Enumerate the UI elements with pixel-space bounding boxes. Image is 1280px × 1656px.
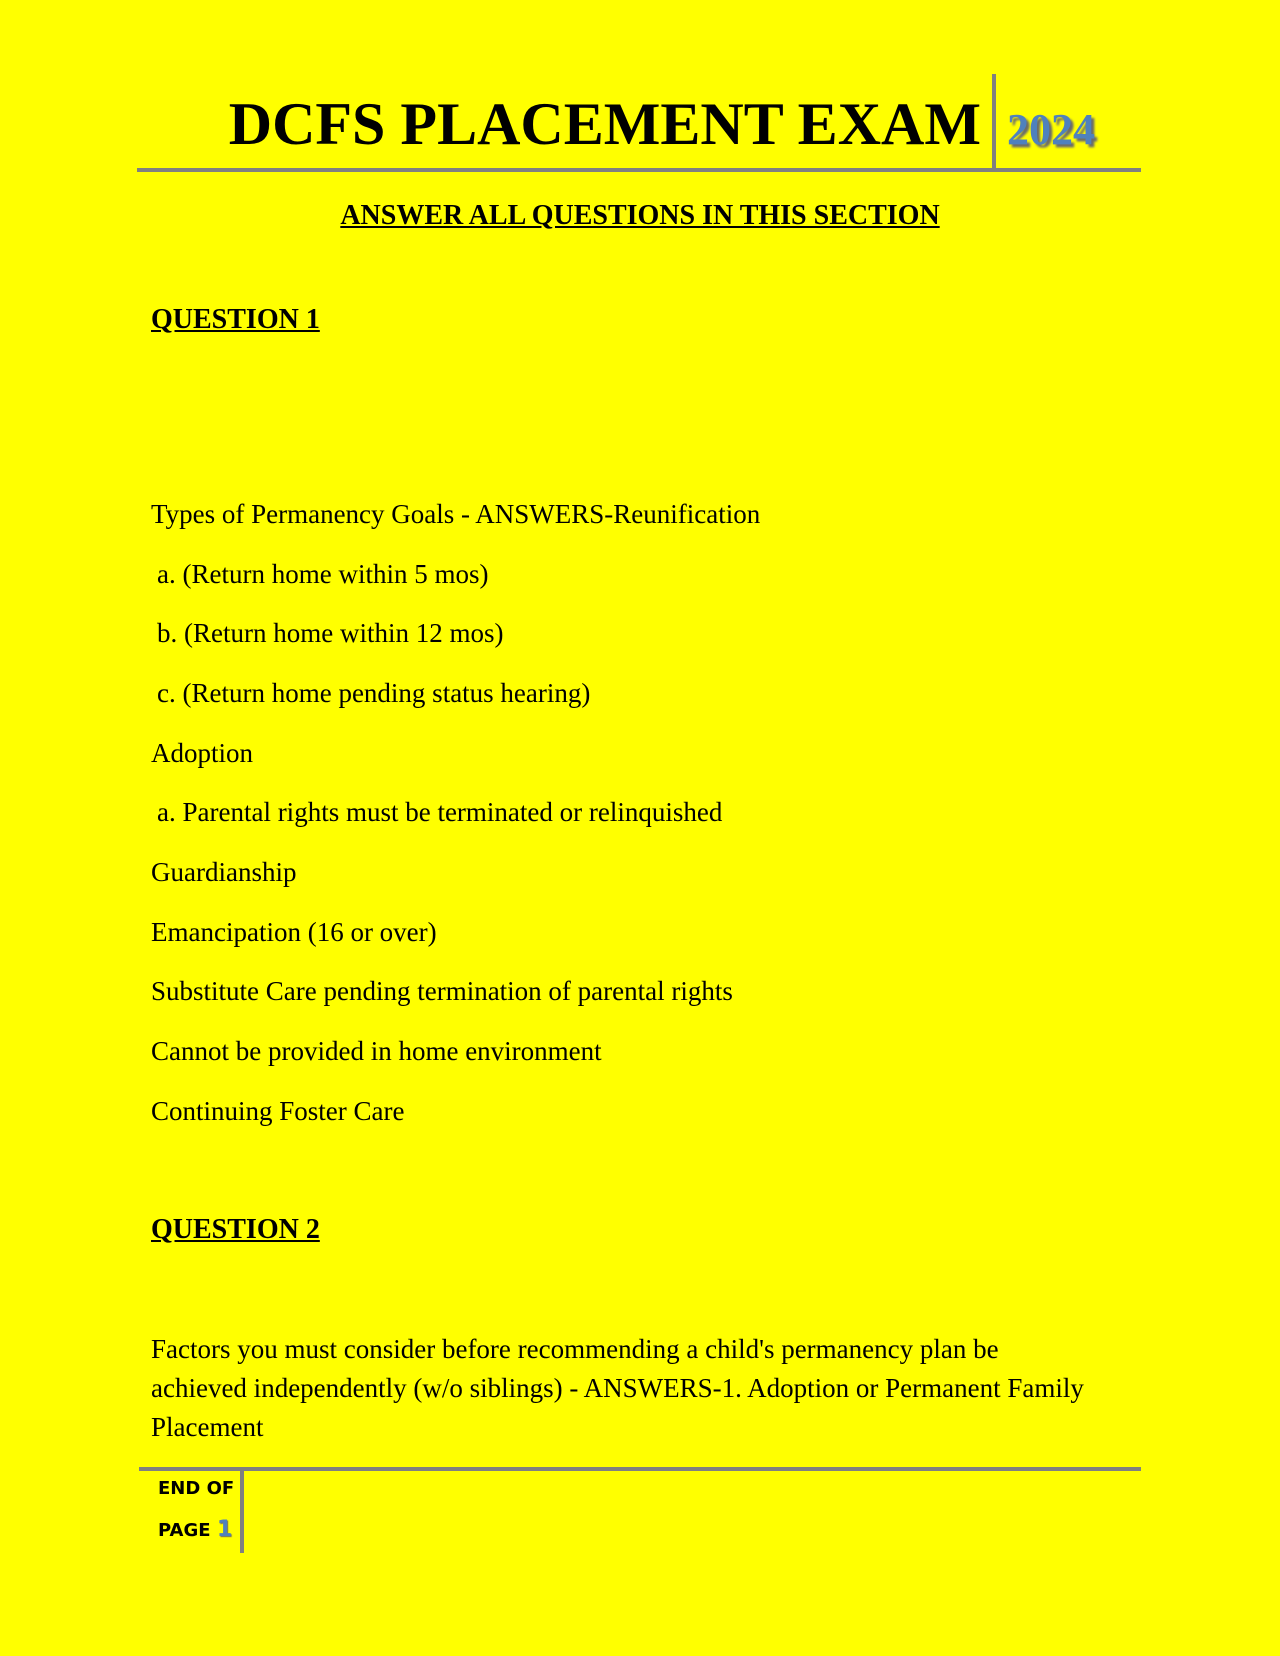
footer-page-number: 1 (216, 1517, 233, 1542)
question-1-line: Substitute Care pending termination of parental rights (151, 976, 733, 1006)
header-divider (992, 74, 996, 168)
question-1-line: Adoption (151, 738, 254, 768)
question-1-line: Guardianship (151, 857, 297, 887)
question-2-text: Factors you must consider before recommending a child's permanency plan be achieved independently (w/o siblings) - ANSWERS-1. Adoption or Permanent Family Placement (151, 1334, 1084, 1442)
question-1-line: Emancipation (16 or over) (151, 917, 437, 947)
footer-page-label (158, 1517, 232, 1544)
page-header (137, 74, 1141, 172)
question-1-line: Types of Permanency Goals - ANSWERS-Reunification (151, 499, 761, 529)
question-1-line: Continuing Foster Care (151, 1096, 405, 1126)
question-1-heading: QUESTION 1 (151, 304, 320, 335)
question-1-line: c. (Return home pending status hearing) (157, 678, 591, 708)
question-2-heading: QUESTION 2 (151, 1214, 320, 1245)
document-year: 2024 (1007, 105, 1095, 154)
footer-page-word: PAGE (158, 1520, 211, 1541)
question-1-line: a. (Return home within 5 mos) (157, 559, 489, 589)
question-1-line: Cannot be provided in home environment (151, 1036, 602, 1066)
question-1-line: b. (Return home within 12 mos) (157, 618, 504, 648)
section-instruction: ANSWER ALL QUESTIONS IN THIS SECTION (340, 200, 940, 231)
footer-rule (139, 1467, 1141, 1471)
footer-end-of: END OF (158, 1478, 235, 1499)
footer-divider (240, 1471, 244, 1553)
document-title: DCFS PLACEMENT EXAM (228, 91, 981, 157)
question-1-line: a. Parental rights must be terminated or relinquished (157, 797, 723, 827)
